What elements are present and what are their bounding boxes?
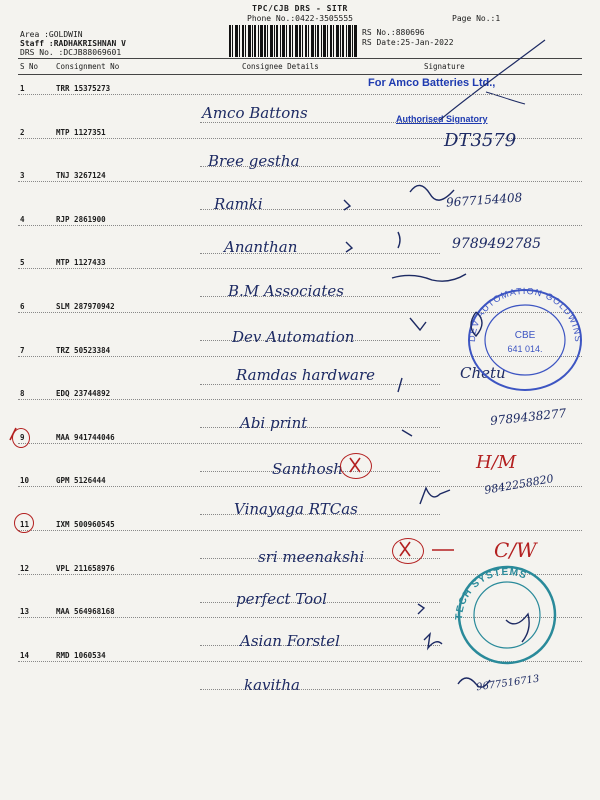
consignment-number: TRZ 50523384 bbox=[56, 345, 111, 355]
row-number: 2 bbox=[20, 127, 25, 137]
signature-4: 9789492785 bbox=[452, 236, 542, 252]
consignment-number: MTP 1127433 bbox=[56, 258, 106, 268]
rs-number: RS No.:880696 bbox=[362, 28, 425, 37]
signature-14: 9677516713 bbox=[475, 673, 541, 694]
row-number: 9 bbox=[20, 432, 25, 442]
consignee-handwriting-8: Abi print bbox=[240, 414, 308, 432]
row-number: 8 bbox=[20, 389, 25, 399]
consignment-number: MAA 941744046 bbox=[56, 432, 115, 442]
sheet-title: TPC/CJB DRS - SITR bbox=[252, 4, 348, 13]
row-number: 6 bbox=[20, 302, 25, 311]
signature-10: 9842258820 bbox=[483, 472, 555, 497]
col-signature: Signature bbox=[424, 62, 465, 71]
signature-3: 9677154408 bbox=[445, 190, 523, 210]
signature-7: Chetu bbox=[460, 364, 506, 382]
row-number: 1 bbox=[20, 84, 25, 93]
row-number: 13 bbox=[20, 607, 30, 617]
consignment-number: VPL 211658976 bbox=[56, 563, 115, 573]
stamp-pincode: 641 014. bbox=[507, 344, 543, 354]
signature-9: H/M bbox=[476, 452, 517, 473]
consignee-handwriting-3: Ramki bbox=[214, 195, 263, 213]
consignment-number: MAA 564968168 bbox=[56, 607, 115, 617]
consignment-number: IXM 500960545 bbox=[56, 520, 115, 529]
consignee-handwriting-1: Amco Battons bbox=[202, 104, 308, 122]
consignment-number: MTP 1127351 bbox=[56, 127, 106, 137]
consignment-number: SLM 287970942 bbox=[56, 302, 115, 311]
signature-8: 9789438277 bbox=[489, 406, 567, 428]
page-number: Page No.:1 bbox=[452, 14, 501, 23]
area-field: Area :GOLDWIN bbox=[20, 30, 83, 39]
consignment-number: RJP 2861900 bbox=[56, 214, 106, 224]
consignee-handwriting-5: B.M Associates bbox=[228, 282, 344, 300]
consignee-handwriting-13: Asian Forstel bbox=[240, 632, 340, 650]
consignee-handwriting-2: Bree gestha bbox=[208, 152, 300, 170]
col-consignment: Consignment No bbox=[56, 62, 120, 71]
consignment-number: TRR 15375273 bbox=[56, 84, 111, 93]
consignee-handwriting-9: Santhosh bbox=[272, 460, 343, 478]
row-number: 4 bbox=[20, 214, 25, 224]
consignee-handwriting-4: Ananthan bbox=[224, 238, 298, 256]
consignee-handwriting-11: sri meenakshi bbox=[258, 548, 365, 566]
signature-1: DT3579 bbox=[444, 130, 517, 151]
consignee-handwriting-10: Vinayaga RTCas bbox=[234, 500, 358, 518]
phone-number: Phone No.:0422-3505555 bbox=[247, 14, 353, 23]
staff-field: Staff :RADHAKRISHNAN V bbox=[20, 39, 126, 48]
company-stamp: For Amco Batteries Ltd., bbox=[368, 77, 496, 89]
row-number: 3 bbox=[20, 171, 25, 181]
consignee-handwriting-12: perfect Tool bbox=[236, 590, 327, 608]
row-number: 11 bbox=[20, 520, 30, 529]
row-number: 7 bbox=[20, 345, 25, 355]
col-sno: S No bbox=[20, 62, 39, 71]
row-number: 14 bbox=[20, 650, 30, 660]
authorised-signatory-stamp: Authorised Signatory bbox=[396, 114, 488, 124]
col-consignee: Consignee Details bbox=[242, 62, 319, 71]
consignee-handwriting-7: Ramdas hardware bbox=[236, 366, 376, 384]
row-number: 5 bbox=[20, 258, 25, 268]
consignment-number: TNJ 3267124 bbox=[56, 171, 106, 181]
consignment-number: EDQ 23744892 bbox=[56, 389, 111, 399]
teal-stamp-text: TECH SYSTEMS bbox=[453, 566, 529, 621]
row-number: 10 bbox=[20, 476, 30, 486]
rs-date: RS Date:25-Jan-2022 bbox=[362, 38, 454, 47]
consignment-number: GPM 5126444 bbox=[56, 476, 106, 486]
signature-11: C/W bbox=[494, 538, 537, 562]
stamp-city: CBE bbox=[514, 330, 536, 341]
drs-number: DRS No. :DCJB88069601 bbox=[20, 48, 122, 57]
consignment-number: RMD 1060534 bbox=[56, 650, 106, 660]
consignee-handwriting-6: Dev Automation bbox=[232, 328, 355, 346]
consignee-handwriting-14: kavitha bbox=[244, 676, 300, 694]
stamp-outer-text: DEV AUTOMATION GOLDWINS bbox=[466, 285, 584, 343]
row-number: 12 bbox=[20, 563, 30, 573]
